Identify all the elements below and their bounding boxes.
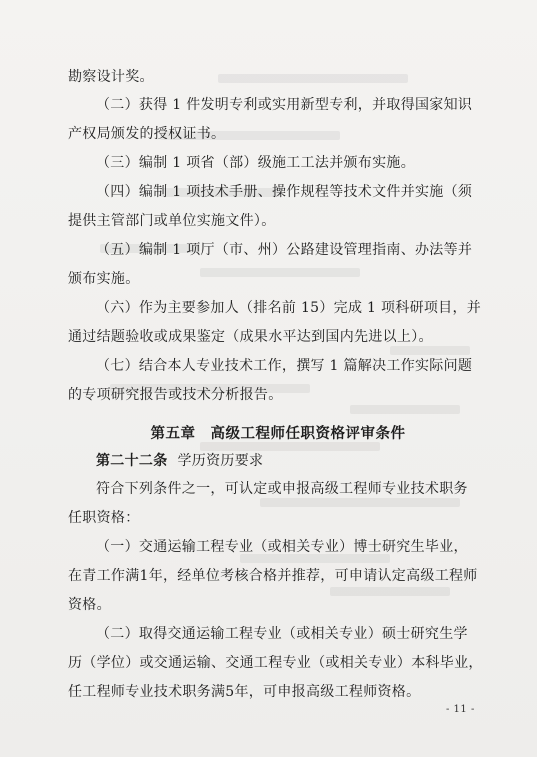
text-line: 产权局颁发的授权证书。	[68, 126, 226, 142]
article-title: 学历资历要求	[177, 453, 264, 469]
text-line: 资格。	[68, 597, 111, 613]
text-line: （五）编制 1 项厅（市、州）公路建设管理指南、办法等并	[96, 242, 473, 258]
text-line: （七）结合本人专业技术工作，撰写 1 篇解决工作实际问题	[96, 358, 473, 374]
text-line: （四）编制 1 项技术手册、操作规程等技术文件并实施（须	[96, 184, 473, 200]
article-heading	[96, 452, 488, 470]
text-line: （二）取得交通运输工程专业（或相关专业）硕士研究生学	[96, 626, 468, 642]
page-number: - 11 -	[446, 704, 475, 715]
text-line: （一）交通运输工程专业（或相关专业）博士研究生毕业，	[96, 539, 468, 555]
chapter-heading: 第五章 高级工程师任职资格评审条件	[150, 425, 406, 442]
text-line: 颁布实施。	[68, 271, 140, 287]
text-line: 任工程师专业技术职务满5年，可申报高级工程师资格。	[68, 684, 421, 700]
text-line: （三）编制 1 项省（部）级施工工法并颁布实施。	[96, 155, 416, 171]
text-line: （六）作为主要参加人（排名前 15）完成 1 项科研项目，并	[96, 300, 482, 316]
text-line: 提供主管部门或单位实施文件）。	[68, 213, 276, 229]
text-line: 的专项研究报告或技术分析报告。	[68, 387, 283, 403]
article-number: 第二十二条	[96, 453, 168, 469]
text-line: 历（学位）或交通运输、交通工程专业（或相关专业）本科毕业，	[68, 655, 483, 671]
text-line: 勘察设计奖。	[68, 69, 154, 85]
text-line: （二）获得 1 件发明专利或实用新型专利，并取得国家知识	[96, 97, 473, 113]
text-line: 任职资格：	[68, 510, 140, 526]
text-line: 符合下列条件之一，可认定或申报高级工程师专业技术职务	[96, 481, 468, 497]
text-line: 通过结题验收或成果鉴定（成果水平达到国内先进以上）。	[68, 329, 433, 345]
text-line: 在青工作满1年，经单位考核合格并推荐，可申请认定高级工程师	[68, 568, 478, 584]
